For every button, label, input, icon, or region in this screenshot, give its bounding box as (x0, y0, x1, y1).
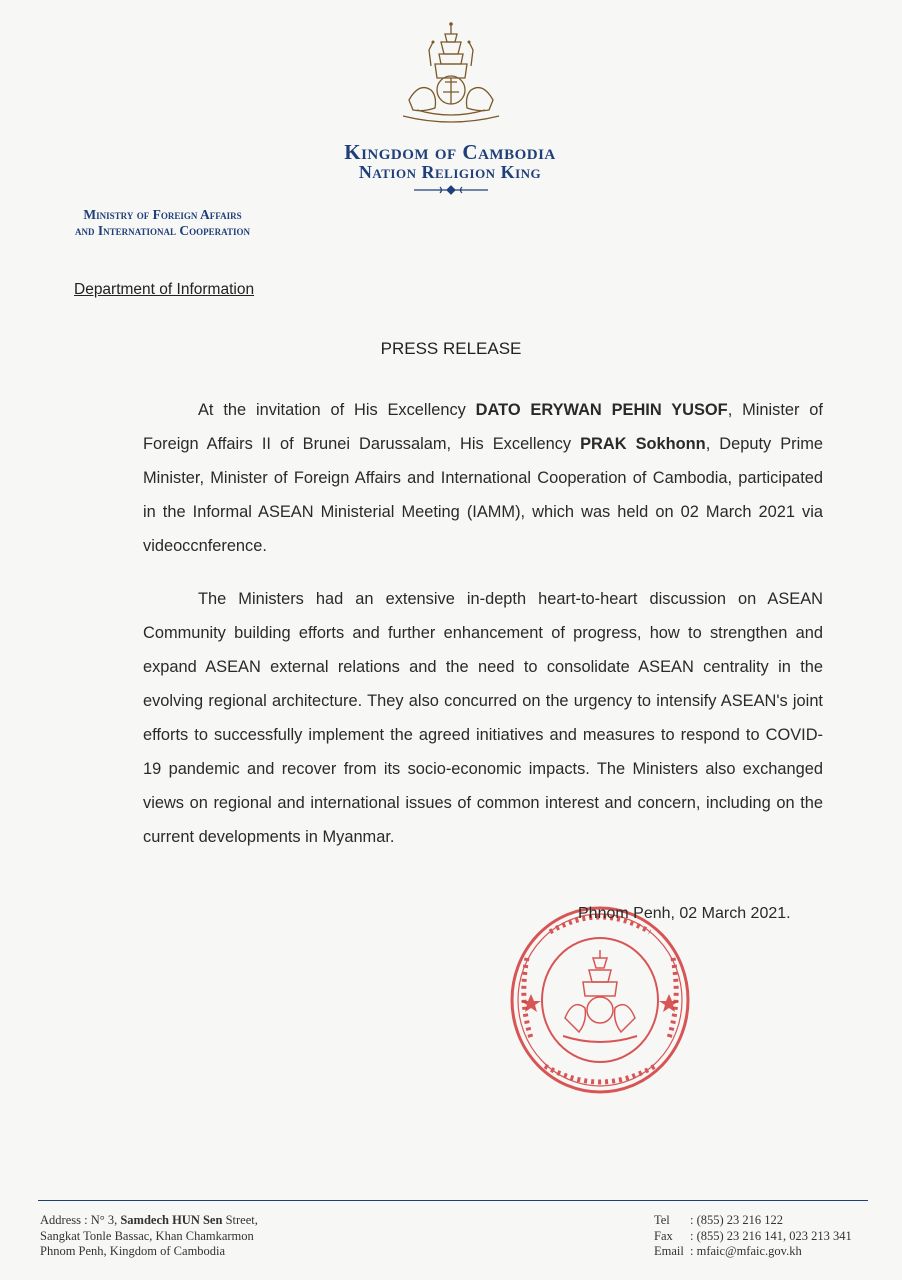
paragraph-1-text: , Deputy Prime Minister, Minister of Foreign Affairs and International Cooperation of Cambodia, participated in the Informal ASEAN Ministerial Meeting (IAMM), which was held on 02 March 2021 via videoccnference. (143, 435, 824, 555)
address-line-1 (40, 1213, 258, 1229)
tel-line (654, 1213, 852, 1229)
tel-label: Tel (654, 1213, 670, 1227)
address-line-2: Sangkat Tonle Bassac, Khan Chamkarmon (40, 1228, 254, 1243)
royal-crest-emblem (395, 20, 507, 132)
paragraph-1-text: At the invitation of His Excellency (198, 401, 476, 419)
address-line-3: Phnom Penh, Kingdom of Cambodia (40, 1244, 226, 1258)
paragraph-1-name-1: DATO ERYWAN PEHIN YUSOF (475, 401, 728, 419)
fax-line (654, 1229, 852, 1245)
kingdom-title: Kingdom of Cambodia (344, 140, 556, 164)
fax-value: : (855) 23 216 141, 023 213 341 (690, 1228, 852, 1243)
email-label: Email (654, 1244, 684, 1258)
address-street-suffix: Street, (222, 1213, 258, 1227)
tel-value: : (855) 23 216 122 (690, 1213, 784, 1227)
document-title: PRESS RELEASE (380, 339, 522, 358)
department-heading: Department of Information (74, 281, 255, 298)
email-value[interactable]: : mfaic@mfaic.gov.kh (690, 1244, 802, 1258)
fax-label: Fax (654, 1228, 673, 1243)
national-motto: Nation Religion King (358, 162, 542, 182)
paragraph-1-name-2: PRAK Sokhonn (580, 435, 706, 453)
email-line (654, 1244, 852, 1260)
ministry-name-line2: and International Cooperation (75, 223, 250, 238)
footer-address (40, 1213, 258, 1260)
paragraph-2: The Ministers had an extensive in-depth heart-to-heart discussion on ASEAN Community building efforts and further enhancement of progress, how to strengthen and expand ASEAN external relations and the need to consolidate ASEAN centrality in the evolving regional architecture. They also concurred on the urgency to intensify ASEAN's joint efforts to successfully implement the agreed initiatives and measures to respond to COVID-19 pandemic and recover from its socio-economic impacts. The Ministers also exchanged views on regional and international issues of common interest and concern, including on the current developments in Myanmar. (143, 590, 823, 846)
address-street: Samdech HUN Sen (120, 1213, 223, 1227)
paragraph-1 (143, 393, 823, 563)
address-label: Address : N° 3, (40, 1213, 121, 1227)
ornament-divider-icon (412, 185, 490, 195)
place-and-date: Phnom Penh, 02 March 2021. (578, 905, 791, 922)
paragraph-1-text: , Minister of Foreign Affairs II of Brunei Darussalam, His Excellency (143, 401, 823, 453)
ministry-name-line1: Ministry of Foreign Affairs (83, 207, 242, 222)
ministry-seal-stamp (505, 898, 695, 1098)
footer-divider (38, 1200, 868, 1201)
footer-contact (654, 1213, 852, 1260)
